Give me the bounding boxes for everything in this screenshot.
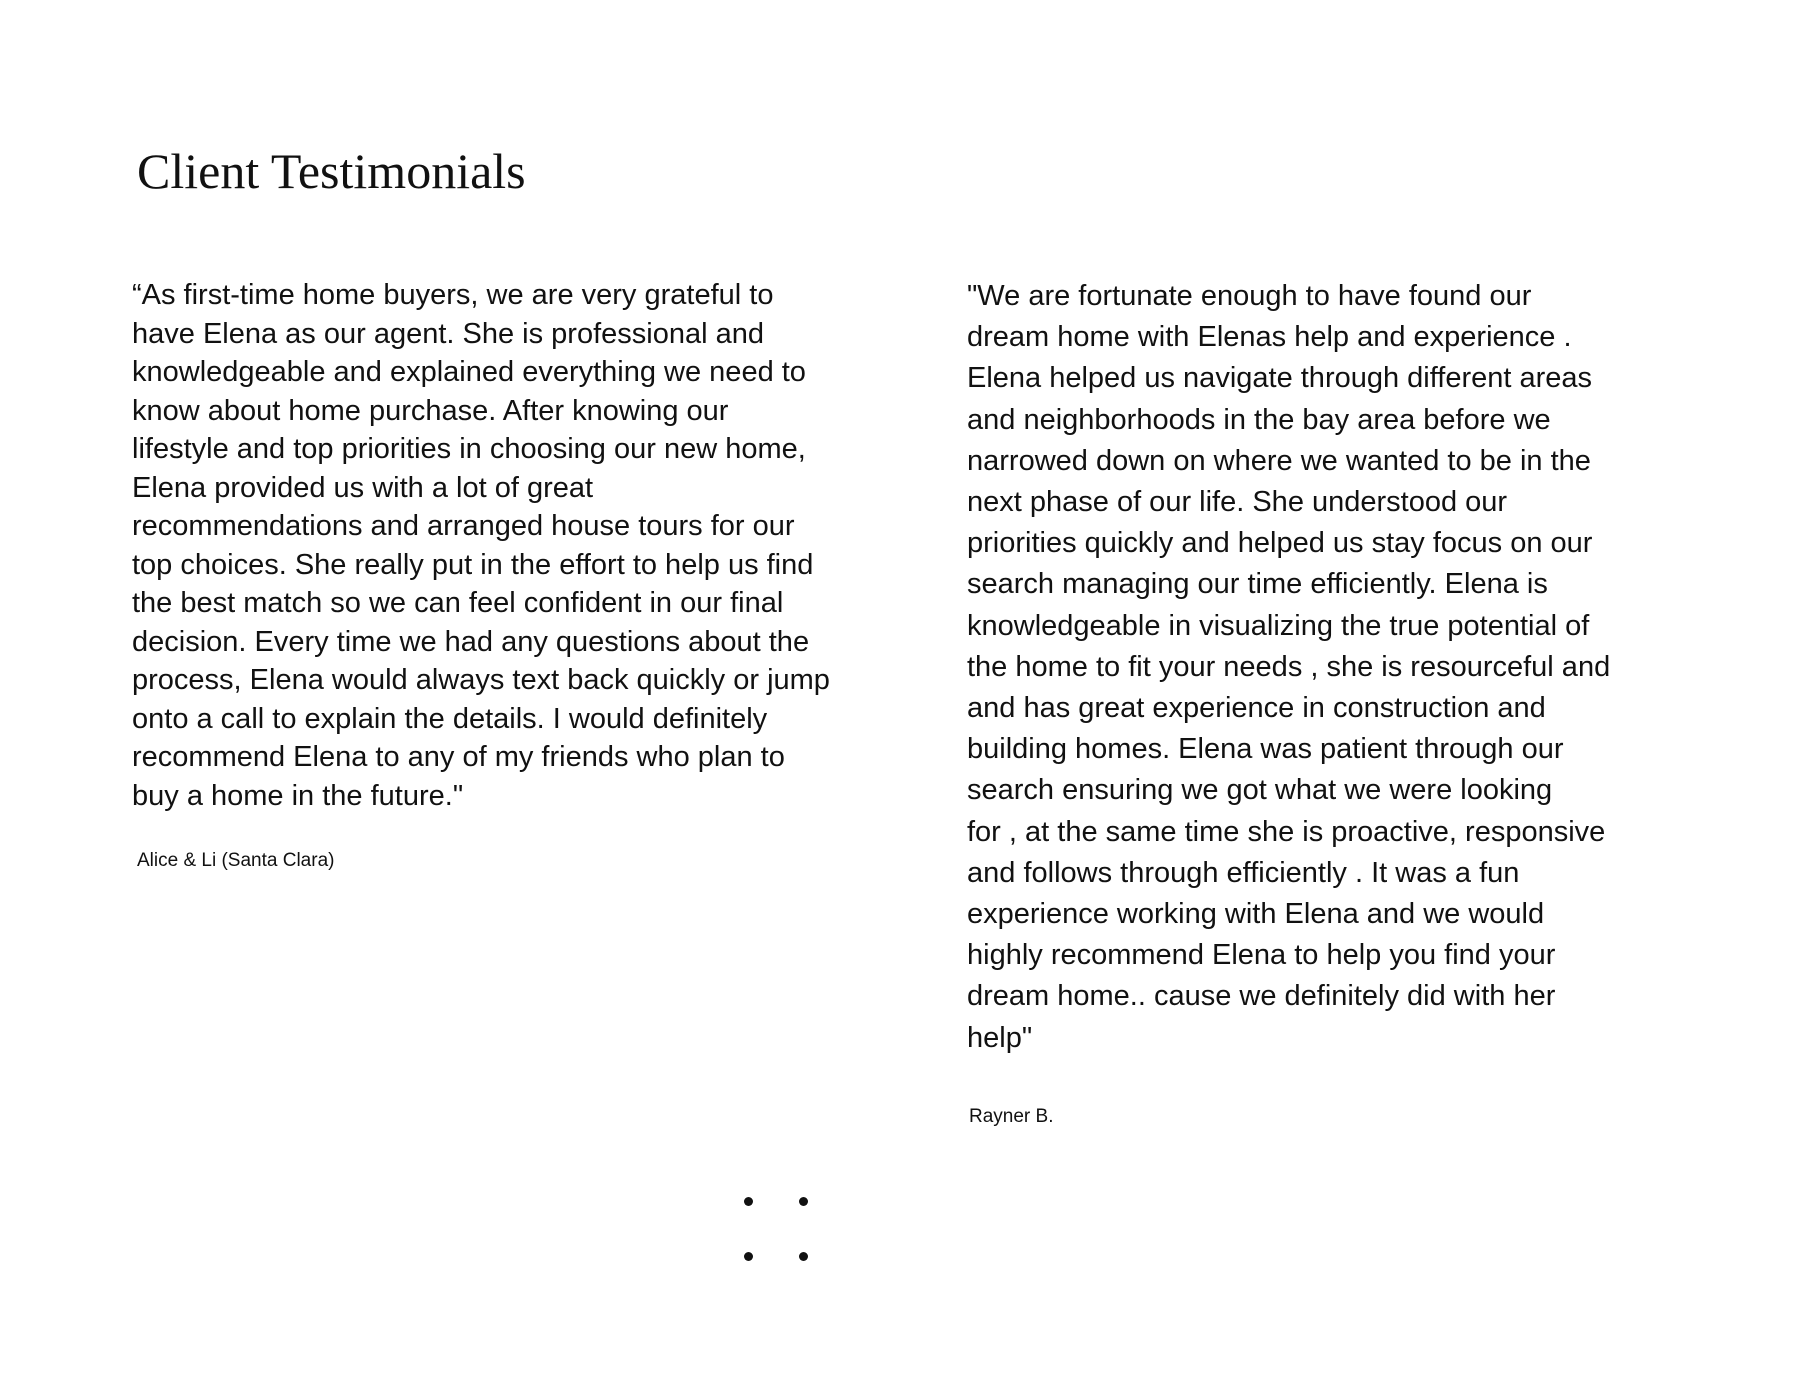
quote-line: the best match so we can feel confident in our final bbox=[132, 587, 784, 619]
dot bbox=[744, 1252, 753, 1261]
quote-line: next phase of our life. She understood our bbox=[967, 486, 1508, 519]
quote-line: knowledgeable and explained everything we need to bbox=[132, 356, 806, 388]
quote-line: help" bbox=[967, 1021, 1033, 1054]
dot bbox=[799, 1197, 808, 1206]
quote-line: recommend Elena to any of my friends who plan to bbox=[132, 741, 785, 773]
testimonial-alice-li bbox=[132, 276, 922, 873]
quote-line: knowledgeable in visualizing the true potential of bbox=[967, 609, 1590, 642]
quote-line: know about home purchase. After knowing our bbox=[132, 394, 729, 427]
quote-line: and has great experience in construction and bbox=[967, 692, 1546, 725]
quote-line: Elena provided us with a lot of great bbox=[132, 471, 594, 504]
quote-line: buy a home in the future." bbox=[132, 779, 464, 812]
quote-line: dream home with Elenas help and experience . bbox=[967, 321, 1572, 354]
dot bbox=[799, 1252, 808, 1261]
quote-line: narrowed down on where we wanted to be in the bbox=[967, 444, 1591, 477]
quote-line: top choices. She really put in the effort to help us find bbox=[132, 548, 814, 581]
quote-line: for , at the same time she is proactive, responsive bbox=[967, 815, 1606, 848]
quote-line: priorities quickly and helped us stay focus on our bbox=[967, 527, 1593, 560]
quote-line: lifestyle and top priorities in choosing our new home, bbox=[132, 433, 806, 465]
quote-line: have Elena as our agent. She is professional and bbox=[132, 317, 764, 350]
quote-line: building homes. Elena was patient through our bbox=[967, 733, 1564, 766]
quote-line: Elena helped us navigate through different areas bbox=[967, 362, 1593, 395]
quote-line: and neighborhoods in the bay area before we bbox=[967, 403, 1551, 436]
quote-line: search ensuring we got what we were looking bbox=[967, 774, 1553, 807]
quote-line: onto a call to explain the details. I would definitely bbox=[132, 702, 768, 735]
quote-line: dream home.. cause we definitely did with her bbox=[967, 980, 1556, 1013]
quote-line: search managing our time efficiently. Elena is bbox=[967, 568, 1548, 601]
quote-line: recommendations and arranged house tours for our bbox=[132, 510, 795, 542]
dot bbox=[744, 1197, 753, 1206]
quote-line: experience working with Elena and we would bbox=[967, 898, 1545, 931]
testimonial-quote bbox=[132, 276, 922, 815]
testimonial-author: Rayner B. bbox=[969, 1105, 1054, 1127]
quote-line: "We are fortunate enough to have found our bbox=[967, 280, 1532, 312]
testimonial-author: Alice & Li (Santa Clara) bbox=[137, 850, 335, 871]
testimonial-rayner-b bbox=[967, 276, 1687, 1129]
testimonial-quote bbox=[967, 276, 1687, 1059]
quote-line: and follows through efficiently . It was a fun bbox=[967, 856, 1520, 889]
page-title: Client Testimonials bbox=[137, 143, 526, 199]
quote-line: decision. Every time we had any questions about the bbox=[132, 625, 810, 658]
decorative-dots-icon bbox=[744, 1197, 804, 1267]
quote-line: highly recommend Elena to help you find your bbox=[967, 939, 1556, 972]
quote-line: “As first-time home buyers, we are very grateful to bbox=[132, 279, 774, 311]
quote-line: process, Elena would always text back quickly or jump bbox=[132, 664, 830, 696]
quote-line: the home to fit your needs , she is resourceful and bbox=[967, 650, 1611, 683]
